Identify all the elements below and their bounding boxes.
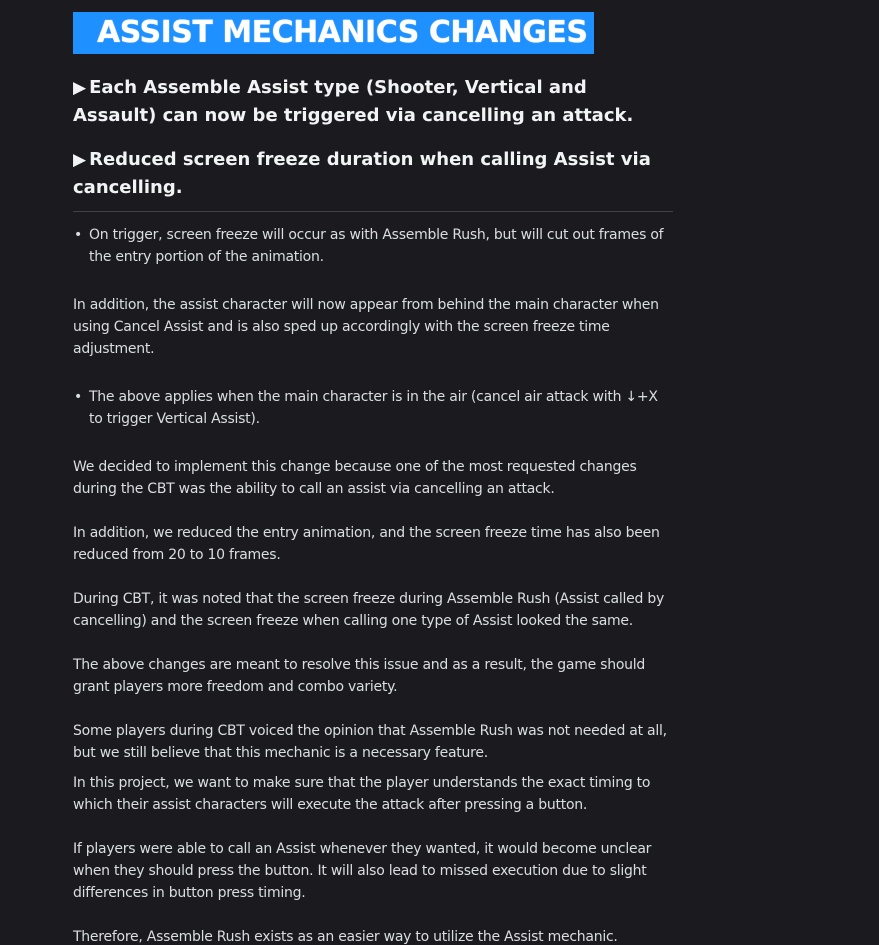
paragraph-9: Therefore, Assemble Rush exists as an easier way to utilize the Assist mechanic.	[73, 929, 618, 945]
change-heading-1-text: Each Assemble Assist type (Shooter, Vertical and Assault) can now be triggered via cancelling an attack.	[73, 77, 634, 126]
paragraph-3: In addition, we reduced the entry animation, and the screen freeze time has also been reduced from 20 to 10 frames.	[73, 525, 660, 563]
paragraph-5: The above changes are meant to resolve this issue and as a result, the game should grant players more freedom and combo variety.	[73, 657, 646, 695]
paragraph-1: In addition, the assist character will now appear from behind the main character when using Cancel Assist and is also sped up accordingly with the screen freeze time adjustment.	[73, 297, 659, 357]
bullet-item-1: • On trigger, screen freeze will occur as with Assemble Rush, but will cut out frames of the entry portion of the animation.	[73, 224, 673, 268]
change-heading-2-text: Reduced screen freeze duration when calling Assist via cancelling.	[73, 149, 651, 198]
change-heading-1	[73, 74, 673, 129]
message-content	[73, 12, 673, 945]
paragraph-7: In this project, we want to make sure that the player understands the exact timing to which their assist characters will execute the attack after pressing a button.	[73, 775, 651, 813]
section-banner	[73, 12, 594, 54]
bullet-item-2: • The above applies when the main character is in the air (cancel air attack with ↓+X to trigger Vertical Assist).	[73, 386, 673, 430]
paragraph-2: We decided to implement this change because one of the most requested changes during the CBT was the ability to call an assist via cancelling an attack.	[73, 459, 637, 497]
play-triangle-icon: ▶	[73, 78, 87, 98]
paragraph-8: If players were able to call an Assist whenever they wanted, it would become unclear when they should press the button. It will also lead to missed execution due to slight differences in button press timing.	[73, 841, 652, 901]
change-heading-2	[73, 146, 673, 201]
section-divider	[73, 211, 673, 212]
paragraph-6: Some players during CBT voiced the opinion that Assemble Rush was not needed at all, but we still believe that this mechanic is a necessary feature.	[73, 723, 667, 761]
banner-title: ASSIST MECHANICS CHANGES	[97, 15, 588, 50]
paragraph-4: During CBT, it was noted that the screen freeze during Assemble Rush (Assist called by cancelling) and the screen freeze when calling one type of Assist looked the same.	[73, 591, 665, 629]
play-triangle-icon: ▶	[73, 150, 87, 170]
